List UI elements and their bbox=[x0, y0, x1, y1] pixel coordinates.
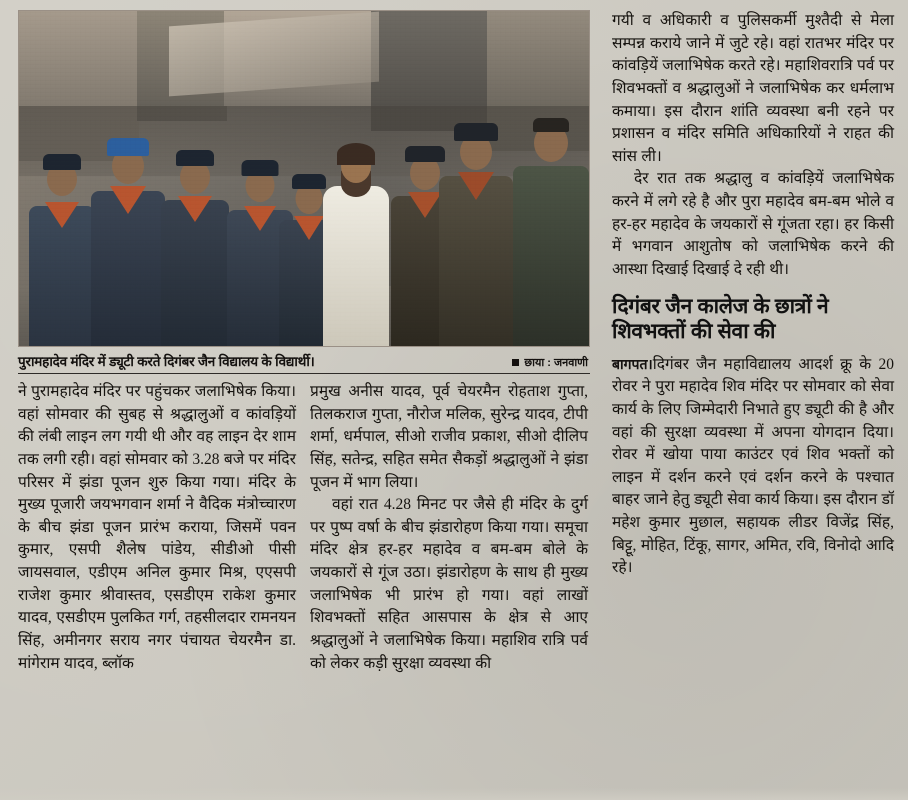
paragraph: वहां रात 4.28 मिनट पर जैसे ही मंदिर के दुर्ग पर पुष्प वर्षा के बीच झंडारोहण किया गया। समूचा मंदिर क्षेत्र हर-हर महादेव व बम-बम बोले के जयकारों से गूंज उठा। झंडारोहण के साथ ही मुख्य जलाभिषेक भी प्रारंभ हो गया। वहां लाखों शिवभक्तों सहित आसपास के क्षेत्र से आए श्रद्धालुओं ने जलाभिषेक किया। महाशिव रात्रि पर्व को लेकर कड़ी सुरक्षा व्यवस्था की bbox=[310, 496, 588, 672]
photo-credit bbox=[512, 355, 588, 370]
paragraph: प्रमुख अनीस यादव, पूर्व चेयरमैन रोहताश गुप्ता, तिलकराज गुप्ता, नौरोज मलिक, सुरेन्द्र यादव, टीपी शर्मा, धर्मपाल, सीओ राजीव प्रकाश, सीओ दीलिप सिंह, सतेन्द्र, सहित समेत सैकड़ों श्रद्धालुओं ने झंडा पूजन में भाग लिया। bbox=[310, 383, 588, 491]
paragraph-with-dateline bbox=[612, 354, 894, 580]
left-block bbox=[18, 10, 596, 794]
paragraph-text: दिगंबर जैन महाविद्यालय आदर्श क्रू के 20 रोवर ने पुरा महादेव शिव मंदिर पर सोमवार को सेवा कार्य के लिए जिम्मेदारी निभाते हुए ड्यूटी की है और वहां की सुरक्षा व्यवस्था में अपना योगदान दिया। रोवर में खोया पाया काउंटर एवं शिव भक्तों को लाइन में दर्शन करने एवं दर्शन करने के पश्चात बाहर जाने हेतु ड्यूटी सेवा कार्य किया। इस दौरान डॉ महेश कुमार मुछाल, सहायक लीडर विजेंद्र सिंह, बिट्टू, मोहित, टिंकू, सागर, अमित, रवि, विनोदो आदि रहे। bbox=[612, 355, 894, 577]
bullet-square-icon bbox=[512, 359, 519, 366]
photo-grain-overlay bbox=[19, 11, 589, 346]
paragraph: देर रात तक श्रद्धालु व कांवड़ियें जलाभिषेक करने में लगे रहे है और पुरा महादेव बम-बम भोले व हर-हर महादेव के जयकारों से गूंजता रहा। हर किसी में भगवान आशुतोष को जलाभिषेक करने की आस्था दिखाई दिखाई दे रही थी। bbox=[612, 170, 894, 278]
photo-caption: पुरामहादेव मंदिर में ड्यूटी करते दिगंबर जैन विद्यालय के विद्यार्थी। bbox=[18, 354, 315, 369]
dateline: बागपत। bbox=[612, 355, 653, 372]
column-three bbox=[612, 10, 894, 794]
column-one bbox=[18, 381, 296, 675]
left-text-columns bbox=[18, 381, 596, 675]
photo-image bbox=[19, 11, 589, 346]
photo-credit-text: छाया : जनवाणी bbox=[524, 357, 588, 369]
news-photo bbox=[18, 10, 590, 347]
paragraph: गयी व अधिकारी व पुलिसकर्मी मुश्तैदी से मेला सम्पन्न कराये जाने में जुटे रहे। वहां रातभर मंदिर पर कांवड़ियें जलाभिषेक करते रहे। महाशिवरात्रि पर्व पर शिवभक्तों व श्रद्धालुओं ने जलाभिषेक कर धर्मलाभ कमाया। इस दौरान शांति व्यवस्था बनी रहने पर प्रशासन व मंदिर समिति अधिकारियों ने राहत की सांस ली। bbox=[612, 12, 894, 165]
sub-headline: दिगंबर जैन कालेज के छात्रों ने शिवभक्तों की सेवा की bbox=[612, 294, 829, 344]
paragraph: ने पुरामहादेव मंदिर पर पहुंचकर जलाभिषेक किया। वहां सोमवार की सुबह से श्रद्धालुओं व कांवड़ियों की लंबी लाइन लग गयी थी और वह लाइन देर शाम तक लगी रही। वहां सोमवार को 3.28 बजे पर मंदिर परिसर में झंडा पूजन शुरु किया गया। मंदिर के मुख्य पूजारी जयभगवान शर्मा ने वैदिक मंत्रोच्चारण के बीच झंडा पूजन प्रारंभ कराया, जिसमें पवन कुमार, एसपी शैलेष पांडेय, सीडीओ पीसी जायसवाल, एडीएम अनिल कुमार मिश्र, एएसपी राजेश कुमार श्रीवास्तव, एसडीएम राकेश कुमार यादव, एसडीएम पुलकित गर्ग, तहसीलदार रामनयन सिंह, अमीनगर सराय नगर पंचायत चेयरमैन डा. मांगेराम यादव, ब्लॉक bbox=[18, 383, 296, 672]
column-two bbox=[310, 381, 588, 675]
photo-caption-row bbox=[18, 347, 590, 374]
